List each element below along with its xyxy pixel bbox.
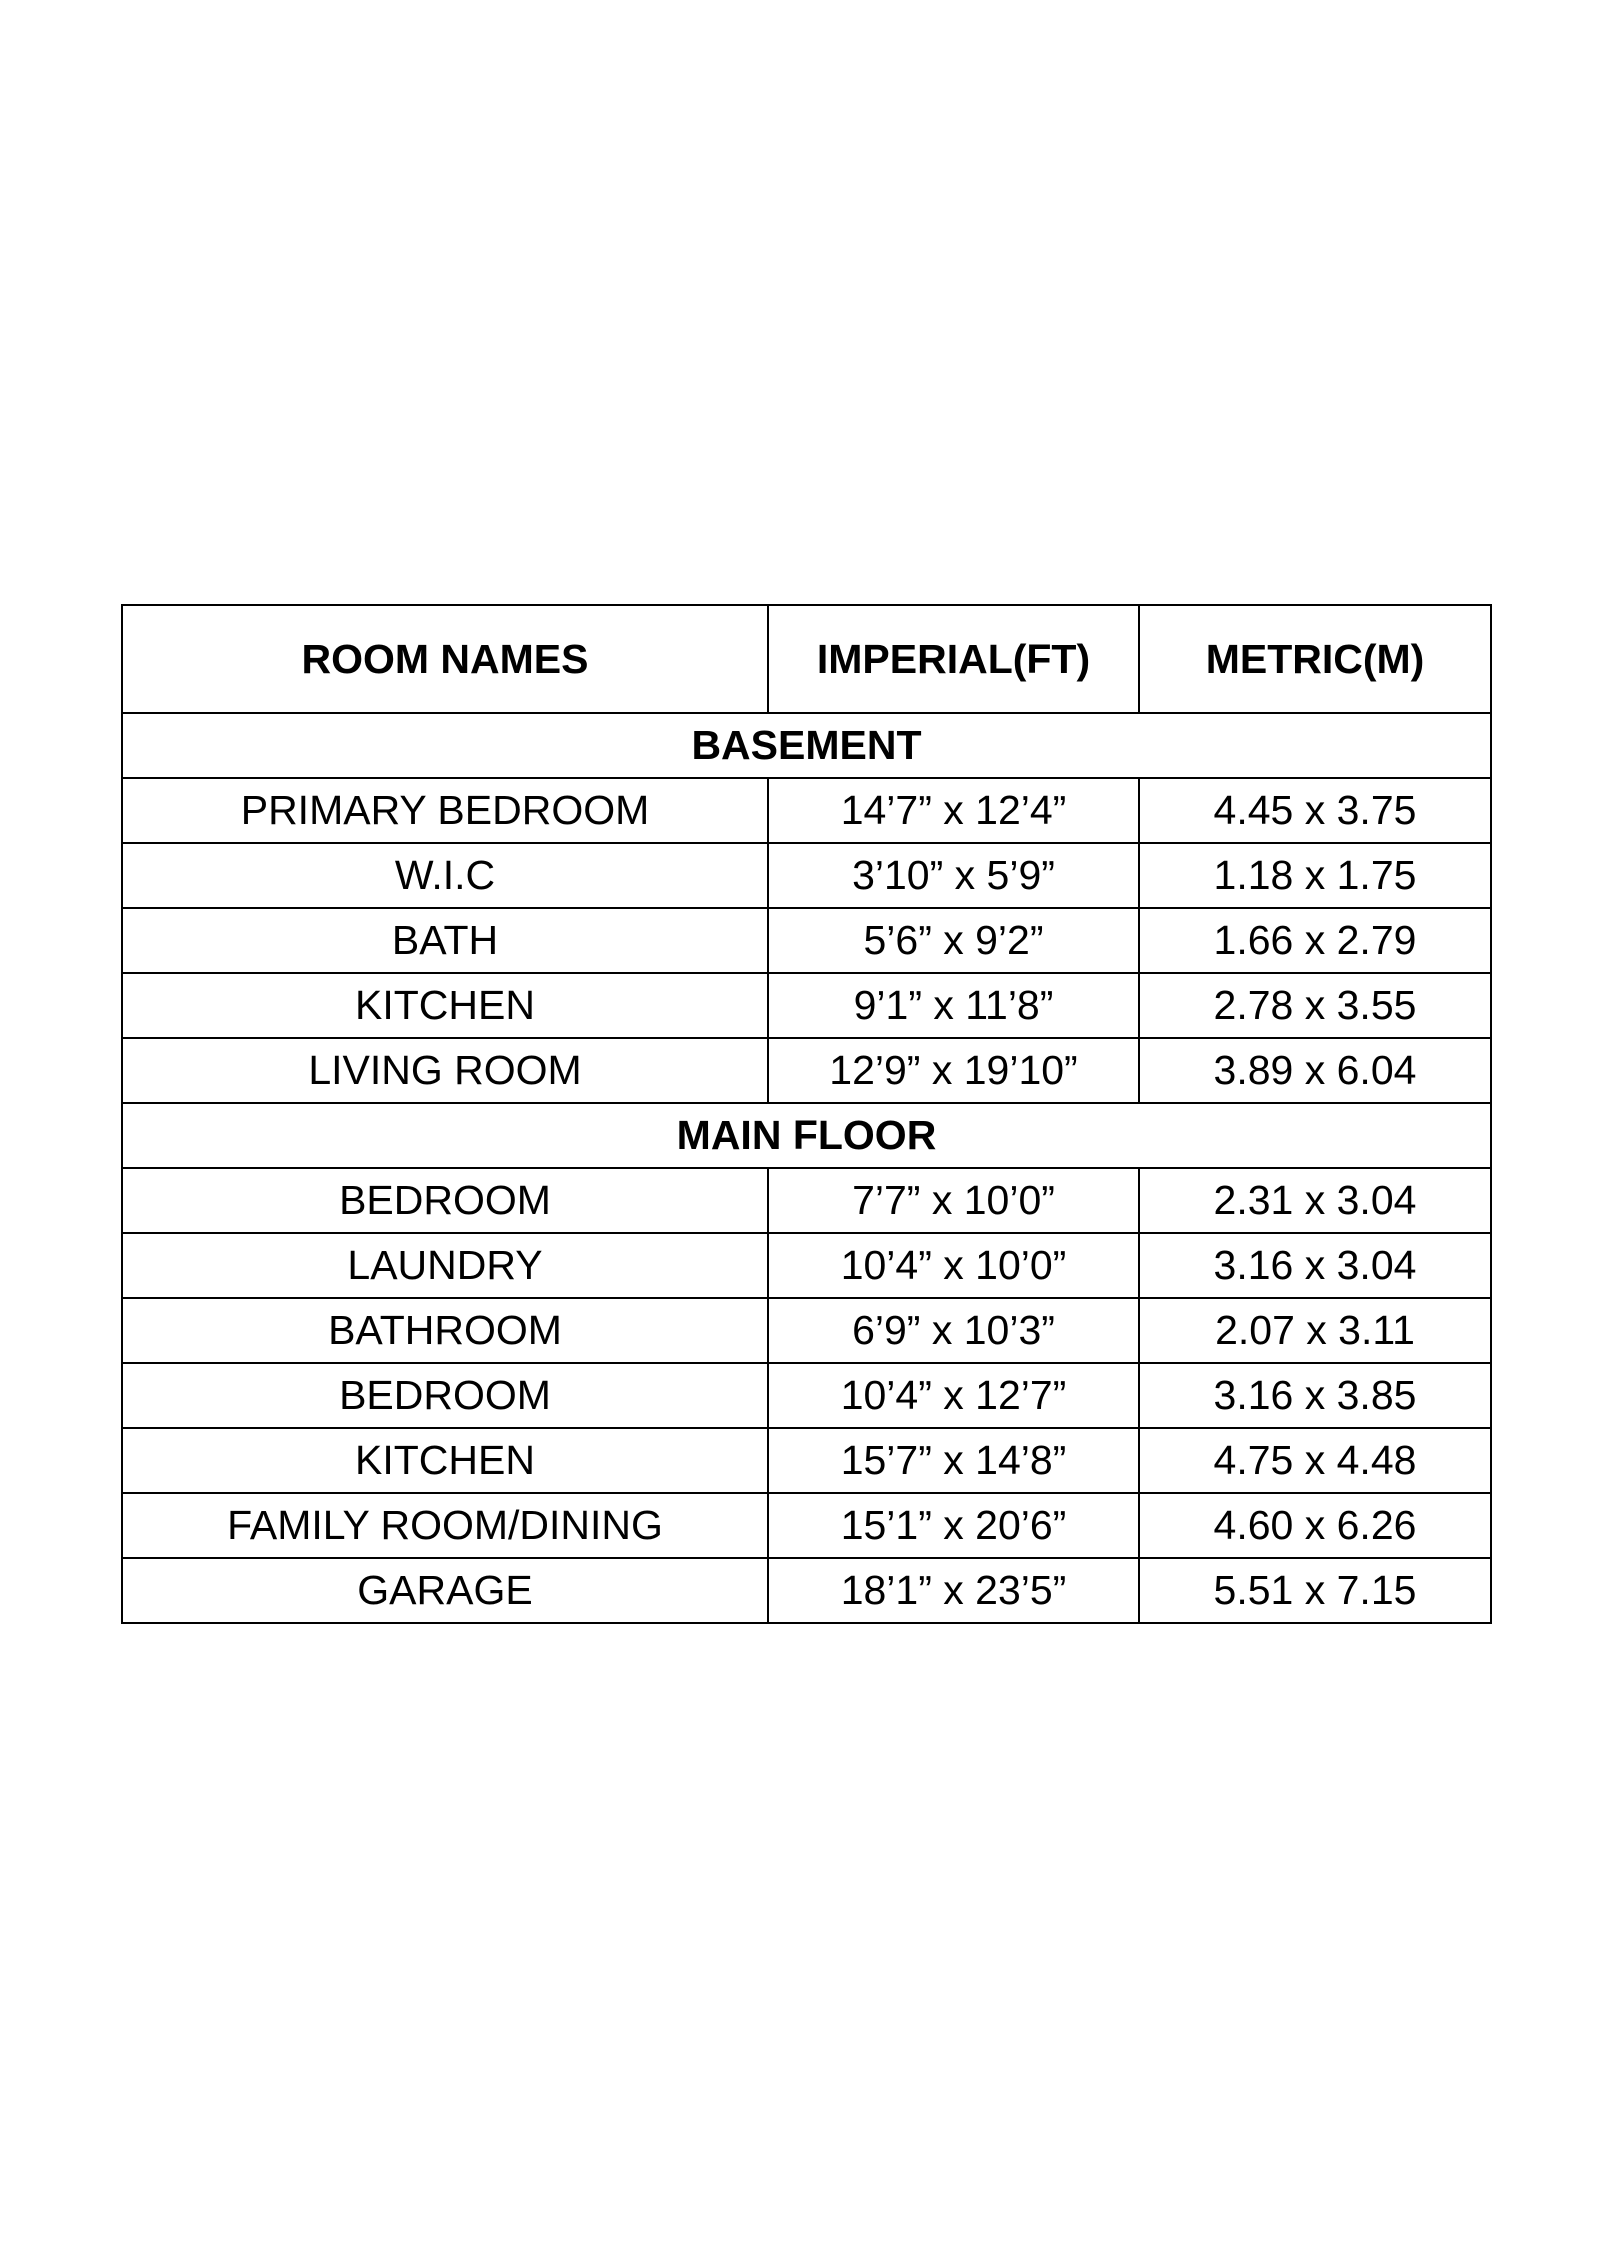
header-room-names: ROOM NAMES (122, 605, 768, 713)
metric-cell: 3.16 x 3.85 (1139, 1363, 1491, 1428)
section-row-basement (122, 713, 1491, 778)
table-row (122, 1363, 1491, 1428)
section-title: BASEMENT (122, 713, 1491, 778)
header-imperial: IMPERIAL(FT) (768, 605, 1139, 713)
metric-cell: 1.66 x 2.79 (1139, 908, 1491, 973)
imperial-cell: 15’1” x 20’6” (768, 1493, 1139, 1558)
table-body (122, 605, 1491, 1623)
metric-cell: 2.31 x 3.04 (1139, 1168, 1491, 1233)
metric-cell: 2.78 x 3.55 (1139, 973, 1491, 1038)
table-row (122, 1298, 1491, 1363)
table-row (122, 1233, 1491, 1298)
imperial-cell: 6’9” x 10’3” (768, 1298, 1139, 1363)
table-row (122, 973, 1491, 1038)
table-row (122, 1038, 1491, 1103)
header-metric: METRIC(M) (1139, 605, 1491, 713)
metric-cell: 3.16 x 3.04 (1139, 1233, 1491, 1298)
table-row (122, 1558, 1491, 1623)
table-row (122, 908, 1491, 973)
imperial-cell: 7’7” x 10’0” (768, 1168, 1139, 1233)
section-title: MAIN FLOOR (122, 1103, 1491, 1168)
imperial-cell: 18’1” x 23’5” (768, 1558, 1139, 1623)
imperial-cell: 9’1” x 11’8” (768, 973, 1139, 1038)
table-row (122, 1428, 1491, 1493)
imperial-cell: 12’9” x 19’10” (768, 1038, 1139, 1103)
table-row (122, 843, 1491, 908)
room-name-cell: KITCHEN (122, 973, 768, 1038)
room-name-cell: LAUNDRY (122, 1233, 768, 1298)
room-name-cell: BEDROOM (122, 1363, 768, 1428)
room-name-cell: FAMILY ROOM/DINING (122, 1493, 768, 1558)
metric-cell: 4.75 x 4.48 (1139, 1428, 1491, 1493)
imperial-cell: 14’7” x 12’4” (768, 778, 1139, 843)
header-row (122, 605, 1491, 713)
room-dimensions-table (121, 604, 1492, 1624)
room-name-cell: PRIMARY BEDROOM (122, 778, 768, 843)
room-name-cell: BATHROOM (122, 1298, 768, 1363)
metric-cell: 1.18 x 1.75 (1139, 843, 1491, 908)
table-row (122, 1168, 1491, 1233)
room-name-cell: BEDROOM (122, 1168, 768, 1233)
metric-cell: 5.51 x 7.15 (1139, 1558, 1491, 1623)
section-row-main-floor (122, 1103, 1491, 1168)
imperial-cell: 10’4” x 12’7” (768, 1363, 1139, 1428)
metric-cell: 3.89 x 6.04 (1139, 1038, 1491, 1103)
metric-cell: 4.45 x 3.75 (1139, 778, 1491, 843)
metric-cell: 4.60 x 6.26 (1139, 1493, 1491, 1558)
metric-cell: 2.07 x 3.11 (1139, 1298, 1491, 1363)
room-name-cell: W.I.C (122, 843, 768, 908)
table-row (122, 778, 1491, 843)
room-name-cell: KITCHEN (122, 1428, 768, 1493)
imperial-cell: 10’4” x 10’0” (768, 1233, 1139, 1298)
room-name-cell: GARAGE (122, 1558, 768, 1623)
imperial-cell: 15’7” x 14’8” (768, 1428, 1139, 1493)
table-row (122, 1493, 1491, 1558)
imperial-cell: 3’10” x 5’9” (768, 843, 1139, 908)
room-name-cell: LIVING ROOM (122, 1038, 768, 1103)
imperial-cell: 5’6” x 9’2” (768, 908, 1139, 973)
room-name-cell: BATH (122, 908, 768, 973)
